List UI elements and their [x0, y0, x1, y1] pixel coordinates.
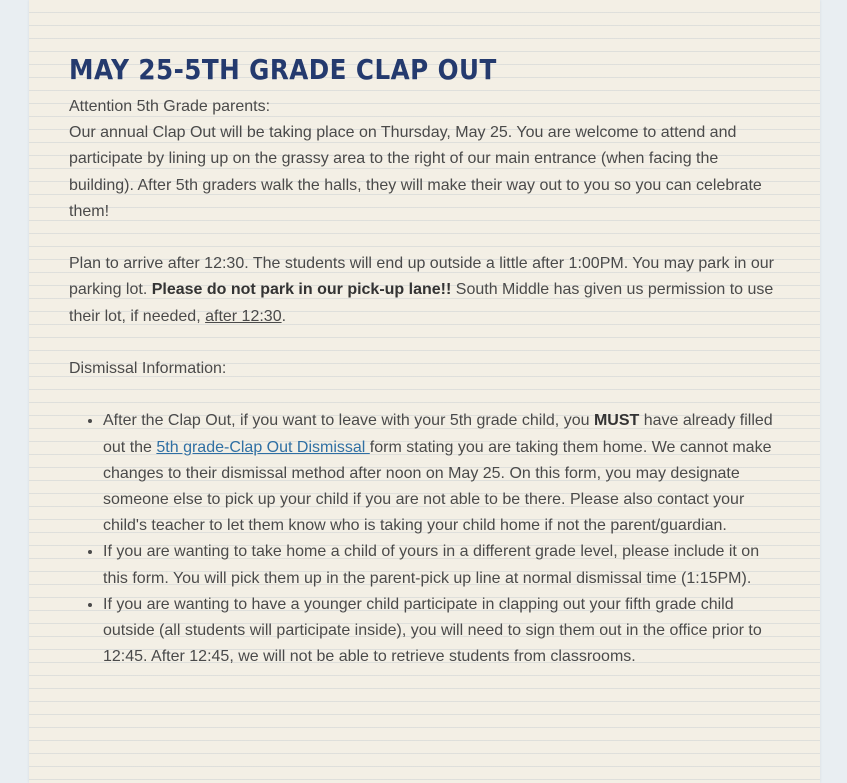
- spacer: [69, 225, 781, 251]
- list-item: • If you are wanting to take home a child of yours in a different grade level, please include it on this form. You will pick them up in the parent-pick up line at normal dismissal time (1:15PM).: [103, 539, 781, 591]
- dismissal-heading: Dismissal Information:: [69, 360, 227, 377]
- list-item: • If you are wanting to have a younger child participate in clapping out your fifth grade child outside (all students will participate inside), you will need to sign them out in the office prior to 12:45. After 12:45, we will not be able to retrieve students from classrooms.: [103, 592, 781, 671]
- plan-paragraph: [69, 251, 781, 330]
- plan-text-middle: South Middle has given us permission to use their lot, if needed,: [69, 281, 774, 325]
- must-emphasis: MUST: [593, 412, 640, 430]
- spacer: [69, 382, 781, 408]
- list-item: [103, 408, 781, 539]
- dismissal-list: [69, 408, 781, 670]
- plan-text-end: .: [281, 307, 287, 325]
- parking-warning: Please do not park in our pick-up lane!!: [151, 281, 452, 299]
- intro-greeting: Attention 5th Grade parents:: [69, 98, 271, 115]
- item1-text-start: After the Clap Out, if you want to leave with your 5th grade child, you: [103, 412, 594, 430]
- page-card: [29, 0, 820, 783]
- spacer: [69, 330, 781, 356]
- intro-paragraph: Our annual Clap Out will be taking place on Thursday, May 25. You are welcome to attend and participate by lining up on the grassy area to the right of our main entrance (when facing the building). After 5th graders walk the halls, they will make their way out to you so you can celebrate them!: [69, 124, 762, 220]
- item1-text-middle: have already filled out the: [103, 412, 773, 456]
- plan-text-start: Plan to arrive after 12:30. The students will end up outside a little after 1:00PM. You may park in our parking lot.: [69, 255, 774, 299]
- underlined-time: after 12:30: [205, 307, 282, 325]
- dismissal-form-link[interactable]: 5th grade-Clap Out Dismissal: [156, 438, 370, 456]
- announcement-content: [69, 52, 781, 670]
- page-title: MAY 25-5TH GRADE CLAP OUT: [69, 53, 497, 86]
- item1-text-end: form stating you are taking them home. We cannot make changes to their dismissal method after noon on May 25. On this form, you may designate someone else to pick up your child if you are not able to be there. Please also contact your child's teacher to let them know who is taking your child home if not the parent/guardian.: [103, 438, 772, 535]
